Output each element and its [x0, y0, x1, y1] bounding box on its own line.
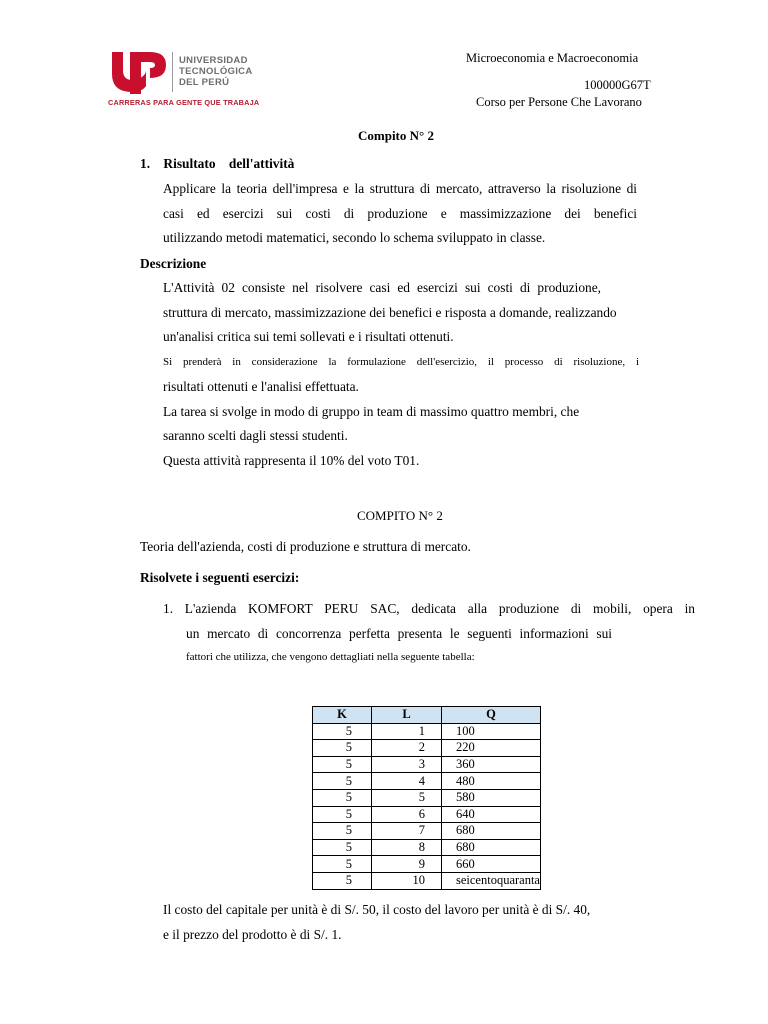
descrizione-body [163, 276, 641, 474]
table-row [313, 839, 541, 856]
cell-q: 360 [442, 756, 541, 773]
cell-q: 580 [442, 789, 541, 806]
utp-logo [108, 48, 268, 110]
cell-l: 8 [372, 839, 442, 856]
cell-q: 220 [442, 740, 541, 757]
descr-line-1: L'Attività 02 consiste nel risolvere casi ed esercizi sui costi di produzione, [163, 280, 601, 295]
production-table [312, 706, 541, 890]
descr-line-5: risultati ottenuti e l'analisi effettuata. [163, 378, 359, 394]
table-row [313, 773, 541, 790]
cell-k: 5 [313, 856, 372, 873]
table-row [313, 856, 541, 873]
cell-q: 100 [442, 723, 541, 740]
cell-q: 640 [442, 806, 541, 823]
cell-k: 5 [313, 823, 372, 840]
table-row [313, 723, 541, 740]
result-line-3: utilizzando metodi matematici, secondo lo schema sviluppato in classe. [163, 230, 546, 246]
cell-l: 1 [372, 723, 442, 740]
result-line-2: casi ed esercizi sui costi di produzione e massimizzazione dei benefici [163, 205, 637, 221]
exercise-1-line-1: 1. L'azienda KOMFORT PERU SAC, dedicata alla produzione di mobili, opera in [163, 601, 695, 616]
descr-line-8: Questa attività rappresenta il 10% del voto T01. [163, 452, 420, 468]
utp-logo-icon [108, 48, 168, 94]
section-result-body [163, 177, 637, 251]
result-line-1: Applicare la teoria dell'impresa e la struttura di mercato, attraverso la risoluzione di [163, 181, 637, 196]
logo-tagline: CARRERAS PARA GENTE QUE TRABAJA [108, 98, 260, 107]
closing-block [163, 898, 590, 947]
logo-text-line2: TECNOLÓGICA [179, 66, 253, 77]
cell-k: 5 [313, 773, 372, 790]
cell-k: 5 [313, 839, 372, 856]
program-name: Corso per Persone Che Lavorano [476, 95, 642, 109]
cell-l: 3 [372, 756, 442, 773]
cell-k: 5 [313, 789, 372, 806]
cell-q: 680 [442, 823, 541, 840]
descr-line-4: Si prenderà in considerazione la formulazione dell'esercizio, il processo di risoluzione, i [163, 356, 639, 369]
logo-divider [172, 52, 173, 92]
cell-k: 5 [313, 740, 372, 757]
table-row [313, 789, 541, 806]
table-row [313, 872, 541, 889]
header-q: Q [442, 707, 541, 724]
cell-l: 7 [372, 823, 442, 840]
exercise-1 [163, 597, 695, 622]
descr-line-2: struttura di mercato, massimizzazione dei benefici e risposta a domande, realizzando [163, 304, 617, 320]
cell-l: 4 [372, 773, 442, 790]
descrizione-heading: Descrizione [140, 256, 207, 271]
cell-k: 5 [313, 723, 372, 740]
closing-line-1: Il costo del capitale per unità è di S/. 50, il costo del lavoro per unità è di S/. 40, [163, 902, 591, 917]
table-row [313, 740, 541, 757]
table-row [313, 756, 541, 773]
topic-line: Teoria dell'azienda, costi di produzione e struttura di mercato. [140, 539, 471, 554]
logo-text-line1: UNIVERSIDAD [179, 55, 248, 66]
cell-l: 10 [372, 872, 442, 889]
section-heading-result: 1. Risultato dell'attività [140, 156, 295, 171]
cell-k: 5 [313, 872, 372, 889]
exercise-1-line-3: fattori che utilizza, che vengono dettagliati nella seguente tabella: [186, 651, 475, 663]
logo-text-line3: DEL PERÚ [179, 77, 230, 88]
descr-line-6: La tarea si svolge in modo di gruppo in team di massimo quattro membri, che [163, 403, 580, 419]
descr-line-3: un'analisi critica sui temi sollevati e i risultati ottenuti. [163, 329, 454, 345]
cell-l: 2 [372, 740, 442, 757]
closing-line-2: e il prezzo del prodotto è di S/. 1. [163, 926, 342, 942]
cell-l: 5 [372, 789, 442, 806]
cell-q: seicentoquaranta [442, 872, 541, 889]
course-name: Microeconomia e Macroeconomia [466, 51, 639, 65]
table-row [313, 806, 541, 823]
cell-k: 5 [313, 756, 372, 773]
document-title: Compito N° 2 [358, 128, 434, 143]
cell-q: 680 [442, 839, 541, 856]
header-l: L [372, 707, 442, 724]
cell-q: 480 [442, 773, 541, 790]
cell-l: 9 [372, 856, 442, 873]
course-code: 100000G67T [584, 78, 651, 92]
table-row [313, 823, 541, 840]
descr-line-7: saranno scelti dagli stessi studenti. [163, 428, 348, 444]
cell-q: 660 [442, 856, 541, 873]
compito-subtitle: COMPITO N° 2 [357, 508, 443, 523]
instruction-line: Risolvete i seguenti esercizi: [140, 570, 300, 585]
table-header-row [313, 707, 541, 724]
header-k: K [313, 707, 372, 724]
cell-k: 5 [313, 806, 372, 823]
cell-l: 6 [372, 806, 442, 823]
exercise-1-cont [186, 622, 612, 647]
exercise-1-line-2: un mercato di concorrenza perfetta presenta le seguenti informazioni sui [186, 626, 612, 641]
